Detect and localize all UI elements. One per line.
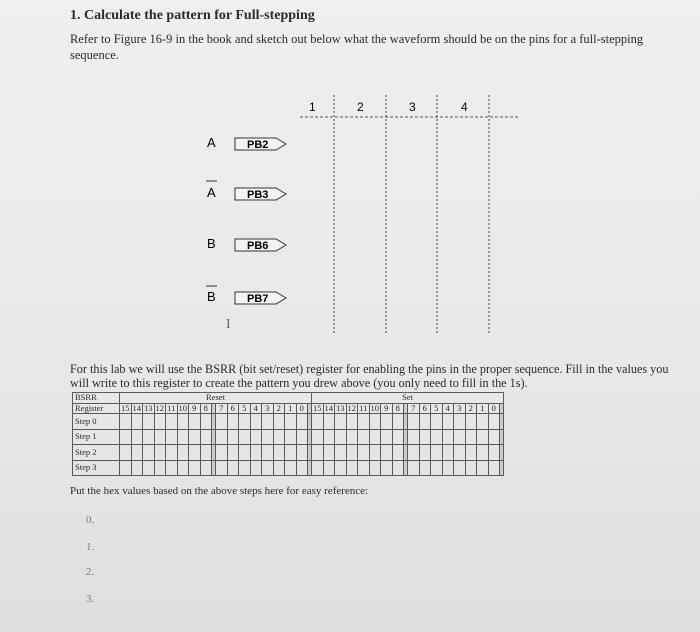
bit-cell[interactable] xyxy=(477,414,489,430)
bit-cell[interactable] xyxy=(200,429,212,445)
bit-cell[interactable] xyxy=(227,460,239,476)
hex-item: 1. xyxy=(86,541,95,553)
bit-cell[interactable] xyxy=(262,429,274,445)
bit-cell[interactable] xyxy=(216,429,228,445)
bit-cell[interactable] xyxy=(177,460,189,476)
bit-cell[interactable] xyxy=(312,429,324,445)
bit-cell[interactable] xyxy=(154,414,166,430)
bit-cell[interactable] xyxy=(323,414,335,430)
bit-cell[interactable] xyxy=(488,460,500,476)
page-title: 1. Calculate the pattern for Full-stepping xyxy=(70,8,315,23)
bit-cell[interactable] xyxy=(296,429,308,445)
step-label: Step 3 xyxy=(73,460,120,476)
bit-cell[interactable] xyxy=(262,460,274,476)
signal-label: B xyxy=(207,289,216,304)
bit-cell[interactable] xyxy=(273,445,285,461)
bit-cell[interactable] xyxy=(262,414,274,430)
bit-number: 13 xyxy=(336,402,345,413)
bit-cell[interactable] xyxy=(216,460,228,476)
signal-label: B xyxy=(207,236,216,251)
bit-cell[interactable] xyxy=(392,445,404,461)
bit-cell[interactable] xyxy=(465,445,477,461)
bit-cell[interactable] xyxy=(200,460,212,476)
bit-cell[interactable] xyxy=(227,445,239,461)
bit-cell[interactable] xyxy=(166,445,178,461)
register-label: Register xyxy=(73,403,120,414)
bit-cell[interactable] xyxy=(323,460,335,476)
bit-cell[interactable] xyxy=(250,460,262,476)
bit-cell[interactable] xyxy=(154,445,166,461)
bit-cell[interactable] xyxy=(131,414,143,430)
bit-cell[interactable] xyxy=(465,460,477,476)
bit-number: 13 xyxy=(144,402,153,413)
bit-cell[interactable] xyxy=(346,414,358,430)
bit-cell[interactable] xyxy=(335,429,347,445)
bit-cell[interactable] xyxy=(273,414,285,430)
pin-label: PB3 xyxy=(247,189,269,201)
bit-cell[interactable] xyxy=(312,414,324,430)
bit-cell[interactable] xyxy=(465,414,477,430)
bit-cell[interactable] xyxy=(381,429,393,445)
hex-intro: Put the hex values based on the above steps here for easy reference: xyxy=(70,485,369,497)
bit-number: 2 xyxy=(273,403,285,414)
bit-cell[interactable] xyxy=(442,414,454,430)
bit-cell[interactable] xyxy=(239,429,251,445)
bit-cell[interactable] xyxy=(312,460,324,476)
bit-cell[interactable] xyxy=(335,414,347,430)
step-row xyxy=(73,445,504,461)
bit-cell[interactable] xyxy=(189,460,201,476)
bit-number: 3 xyxy=(454,403,466,414)
bit-cell[interactable] xyxy=(227,414,239,430)
bit-cell[interactable] xyxy=(369,414,381,430)
bit-cell[interactable] xyxy=(369,445,381,461)
bit-number: 12 xyxy=(347,402,356,413)
bit-cell[interactable] xyxy=(250,414,262,430)
bit-cell[interactable] xyxy=(358,460,370,476)
bit-cell[interactable] xyxy=(216,445,228,461)
byte-separator xyxy=(500,445,504,461)
bit-number: 4 xyxy=(250,403,262,414)
bit-cell[interactable] xyxy=(143,460,155,476)
bit-number: 15 xyxy=(313,402,322,413)
bit-cell[interactable] xyxy=(131,429,143,445)
bit-cell[interactable] xyxy=(488,414,500,430)
bit-cell[interactable] xyxy=(296,445,308,461)
bit-number: 0 xyxy=(488,403,500,414)
bit-cell[interactable] xyxy=(369,460,381,476)
bit-cell[interactable] xyxy=(392,414,404,430)
bit-cell[interactable] xyxy=(369,429,381,445)
bit-cell[interactable] xyxy=(454,445,466,461)
bit-cell[interactable] xyxy=(408,414,420,430)
bit-cell[interactable] xyxy=(189,429,201,445)
bit-number: 14 xyxy=(324,402,333,413)
bit-cell[interactable] xyxy=(200,414,212,430)
bit-cell[interactable] xyxy=(358,445,370,461)
bit-cell[interactable] xyxy=(454,414,466,430)
bit-cell[interactable] xyxy=(442,460,454,476)
bit-cell[interactable] xyxy=(285,429,297,445)
bit-cell[interactable] xyxy=(346,460,358,476)
column-number: 1 xyxy=(309,100,316,114)
bit-cell[interactable] xyxy=(392,460,404,476)
bit-number: 7 xyxy=(216,403,228,414)
bit-cell[interactable] xyxy=(419,460,431,476)
bit-number: 1 xyxy=(477,403,489,414)
bit-number: 2 xyxy=(465,403,477,414)
bit-cell[interactable] xyxy=(312,445,324,461)
bit-number: 15 xyxy=(121,402,130,413)
bit-cell[interactable] xyxy=(335,460,347,476)
bit-number: 7 xyxy=(408,403,420,414)
bit-cell[interactable] xyxy=(465,429,477,445)
bit-cell[interactable] xyxy=(431,460,443,476)
bit-cell[interactable] xyxy=(166,429,178,445)
step-label: Step 1 xyxy=(73,429,120,445)
bit-cell[interactable] xyxy=(177,445,189,461)
step-label: Step 0 xyxy=(73,414,120,430)
intro-text: Refer to Figure 16-9 in the book and sketch out below what the waveform should be on the pins for a full-stepping sequence. xyxy=(70,32,644,62)
hex-item: 3. xyxy=(86,593,95,605)
bit-number: 8 xyxy=(392,403,404,414)
bsrr-table xyxy=(72,392,504,476)
bit-cell[interactable] xyxy=(323,429,335,445)
bit-cell[interactable] xyxy=(239,445,251,461)
bit-cell[interactable] xyxy=(239,460,251,476)
bit-cell[interactable] xyxy=(381,414,393,430)
bit-cell[interactable] xyxy=(392,429,404,445)
instruction-paragraph: For this lab we will use the BSRR (bit set/reset) register for enabling the pins in the proper sequence. Fill in the values you will write to this register to create the pattern you drew above (you only need to fill in the 1s). xyxy=(70,362,669,390)
bit-cell[interactable] xyxy=(335,445,347,461)
hex-item: 2. xyxy=(86,566,95,578)
bit-cell[interactable] xyxy=(143,414,155,430)
signal-label: A xyxy=(207,185,216,200)
bit-cell[interactable] xyxy=(216,414,228,430)
column-number: 4 xyxy=(461,100,468,114)
bit-cell[interactable] xyxy=(131,460,143,476)
signal-label: A xyxy=(207,135,216,150)
bit-number: 0 xyxy=(296,403,308,414)
bit-cell[interactable] xyxy=(431,429,443,445)
column-number: 3 xyxy=(409,100,416,114)
bit-cell[interactable] xyxy=(431,445,443,461)
bit-cell[interactable] xyxy=(285,445,297,461)
bit-cell[interactable] xyxy=(120,414,132,430)
bit-cell[interactable] xyxy=(346,429,358,445)
bit-cell[interactable] xyxy=(177,429,189,445)
table-header-row xyxy=(73,393,504,404)
bit-cell[interactable] xyxy=(227,429,239,445)
bit-cell[interactable] xyxy=(477,460,489,476)
pin-label: PB6 xyxy=(247,240,269,252)
bit-cell[interactable] xyxy=(381,460,393,476)
bit-cell[interactable] xyxy=(454,460,466,476)
bit-cell[interactable] xyxy=(358,429,370,445)
bit-cell[interactable] xyxy=(166,460,178,476)
bit-cell[interactable] xyxy=(346,445,358,461)
bit-cell[interactable] xyxy=(131,445,143,461)
bit-cell[interactable] xyxy=(296,460,308,476)
bit-cell[interactable] xyxy=(408,460,420,476)
bit-number: 6 xyxy=(227,403,239,414)
bit-cell[interactable] xyxy=(143,429,155,445)
bit-cell[interactable] xyxy=(477,429,489,445)
bit-cell[interactable] xyxy=(358,414,370,430)
bit-cell[interactable] xyxy=(488,445,500,461)
byte-separator xyxy=(500,403,504,414)
bit-cell[interactable] xyxy=(488,429,500,445)
byte-separator xyxy=(500,414,504,430)
column-number: 2 xyxy=(357,100,364,114)
bit-cell[interactable] xyxy=(262,445,274,461)
bit-number: 5 xyxy=(239,403,251,414)
bit-number: 1 xyxy=(285,403,297,414)
bit-cell[interactable] xyxy=(323,445,335,461)
bit-number: 10 xyxy=(178,402,187,413)
bit-cell[interactable] xyxy=(239,414,251,430)
bit-cell[interactable] xyxy=(431,414,443,430)
bit-cell[interactable] xyxy=(154,460,166,476)
bit-number: 5 xyxy=(431,403,443,414)
step-label: Step 2 xyxy=(73,445,120,461)
bit-cell[interactable] xyxy=(285,460,297,476)
bit-cell[interactable] xyxy=(154,429,166,445)
bit-cell[interactable] xyxy=(442,429,454,445)
bit-cell[interactable] xyxy=(189,414,201,430)
pin-label: PB2 xyxy=(247,139,269,151)
bit-cell[interactable] xyxy=(285,414,297,430)
bit-cell[interactable] xyxy=(177,414,189,430)
bit-cell[interactable] xyxy=(419,445,431,461)
bit-cell[interactable] xyxy=(454,429,466,445)
bit-cell[interactable] xyxy=(250,445,262,461)
reset-header: Reset xyxy=(120,393,312,404)
bit-number: 3 xyxy=(262,403,274,414)
hex-item: 0. xyxy=(86,514,95,526)
byte-separator xyxy=(500,460,504,476)
bit-number: 8 xyxy=(200,403,212,414)
set-header: Set xyxy=(312,393,504,404)
bit-cell[interactable] xyxy=(296,414,308,430)
bit-cell[interactable] xyxy=(408,429,420,445)
bit-number: 12 xyxy=(155,402,164,413)
bit-number: 9 xyxy=(189,403,201,414)
bit-cell[interactable] xyxy=(120,429,132,445)
bit-cell[interactable] xyxy=(273,460,285,476)
bit-number: 11 xyxy=(359,402,368,413)
bit-cell[interactable] xyxy=(120,445,132,461)
bit-cell[interactable] xyxy=(477,445,489,461)
text-cursor: I xyxy=(226,317,231,332)
bit-cell[interactable] xyxy=(166,414,178,430)
bit-cell[interactable] xyxy=(120,460,132,476)
pin-label: PB7 xyxy=(247,293,269,305)
step-row xyxy=(73,429,504,445)
bit-cell[interactable] xyxy=(250,429,262,445)
register-bit-row xyxy=(73,403,504,414)
bit-cell[interactable] xyxy=(419,414,431,430)
step-row xyxy=(73,460,504,476)
table-title: BSRR xyxy=(73,393,120,404)
bit-cell[interactable] xyxy=(143,445,155,461)
bit-cell[interactable] xyxy=(408,445,420,461)
bit-number: 6 xyxy=(419,403,431,414)
bit-cell[interactable] xyxy=(442,445,454,461)
bit-number: 14 xyxy=(132,402,141,413)
bit-cell[interactable] xyxy=(419,429,431,445)
bit-cell[interactable] xyxy=(381,445,393,461)
byte-separator xyxy=(500,429,504,445)
bit-number: 11 xyxy=(167,402,176,413)
bit-number: 9 xyxy=(381,403,393,414)
step-row xyxy=(73,414,504,430)
bit-number: 4 xyxy=(442,403,454,414)
bit-cell[interactable] xyxy=(273,429,285,445)
bit-cell[interactable] xyxy=(189,445,201,461)
bit-cell[interactable] xyxy=(200,445,212,461)
bit-number: 10 xyxy=(370,402,379,413)
